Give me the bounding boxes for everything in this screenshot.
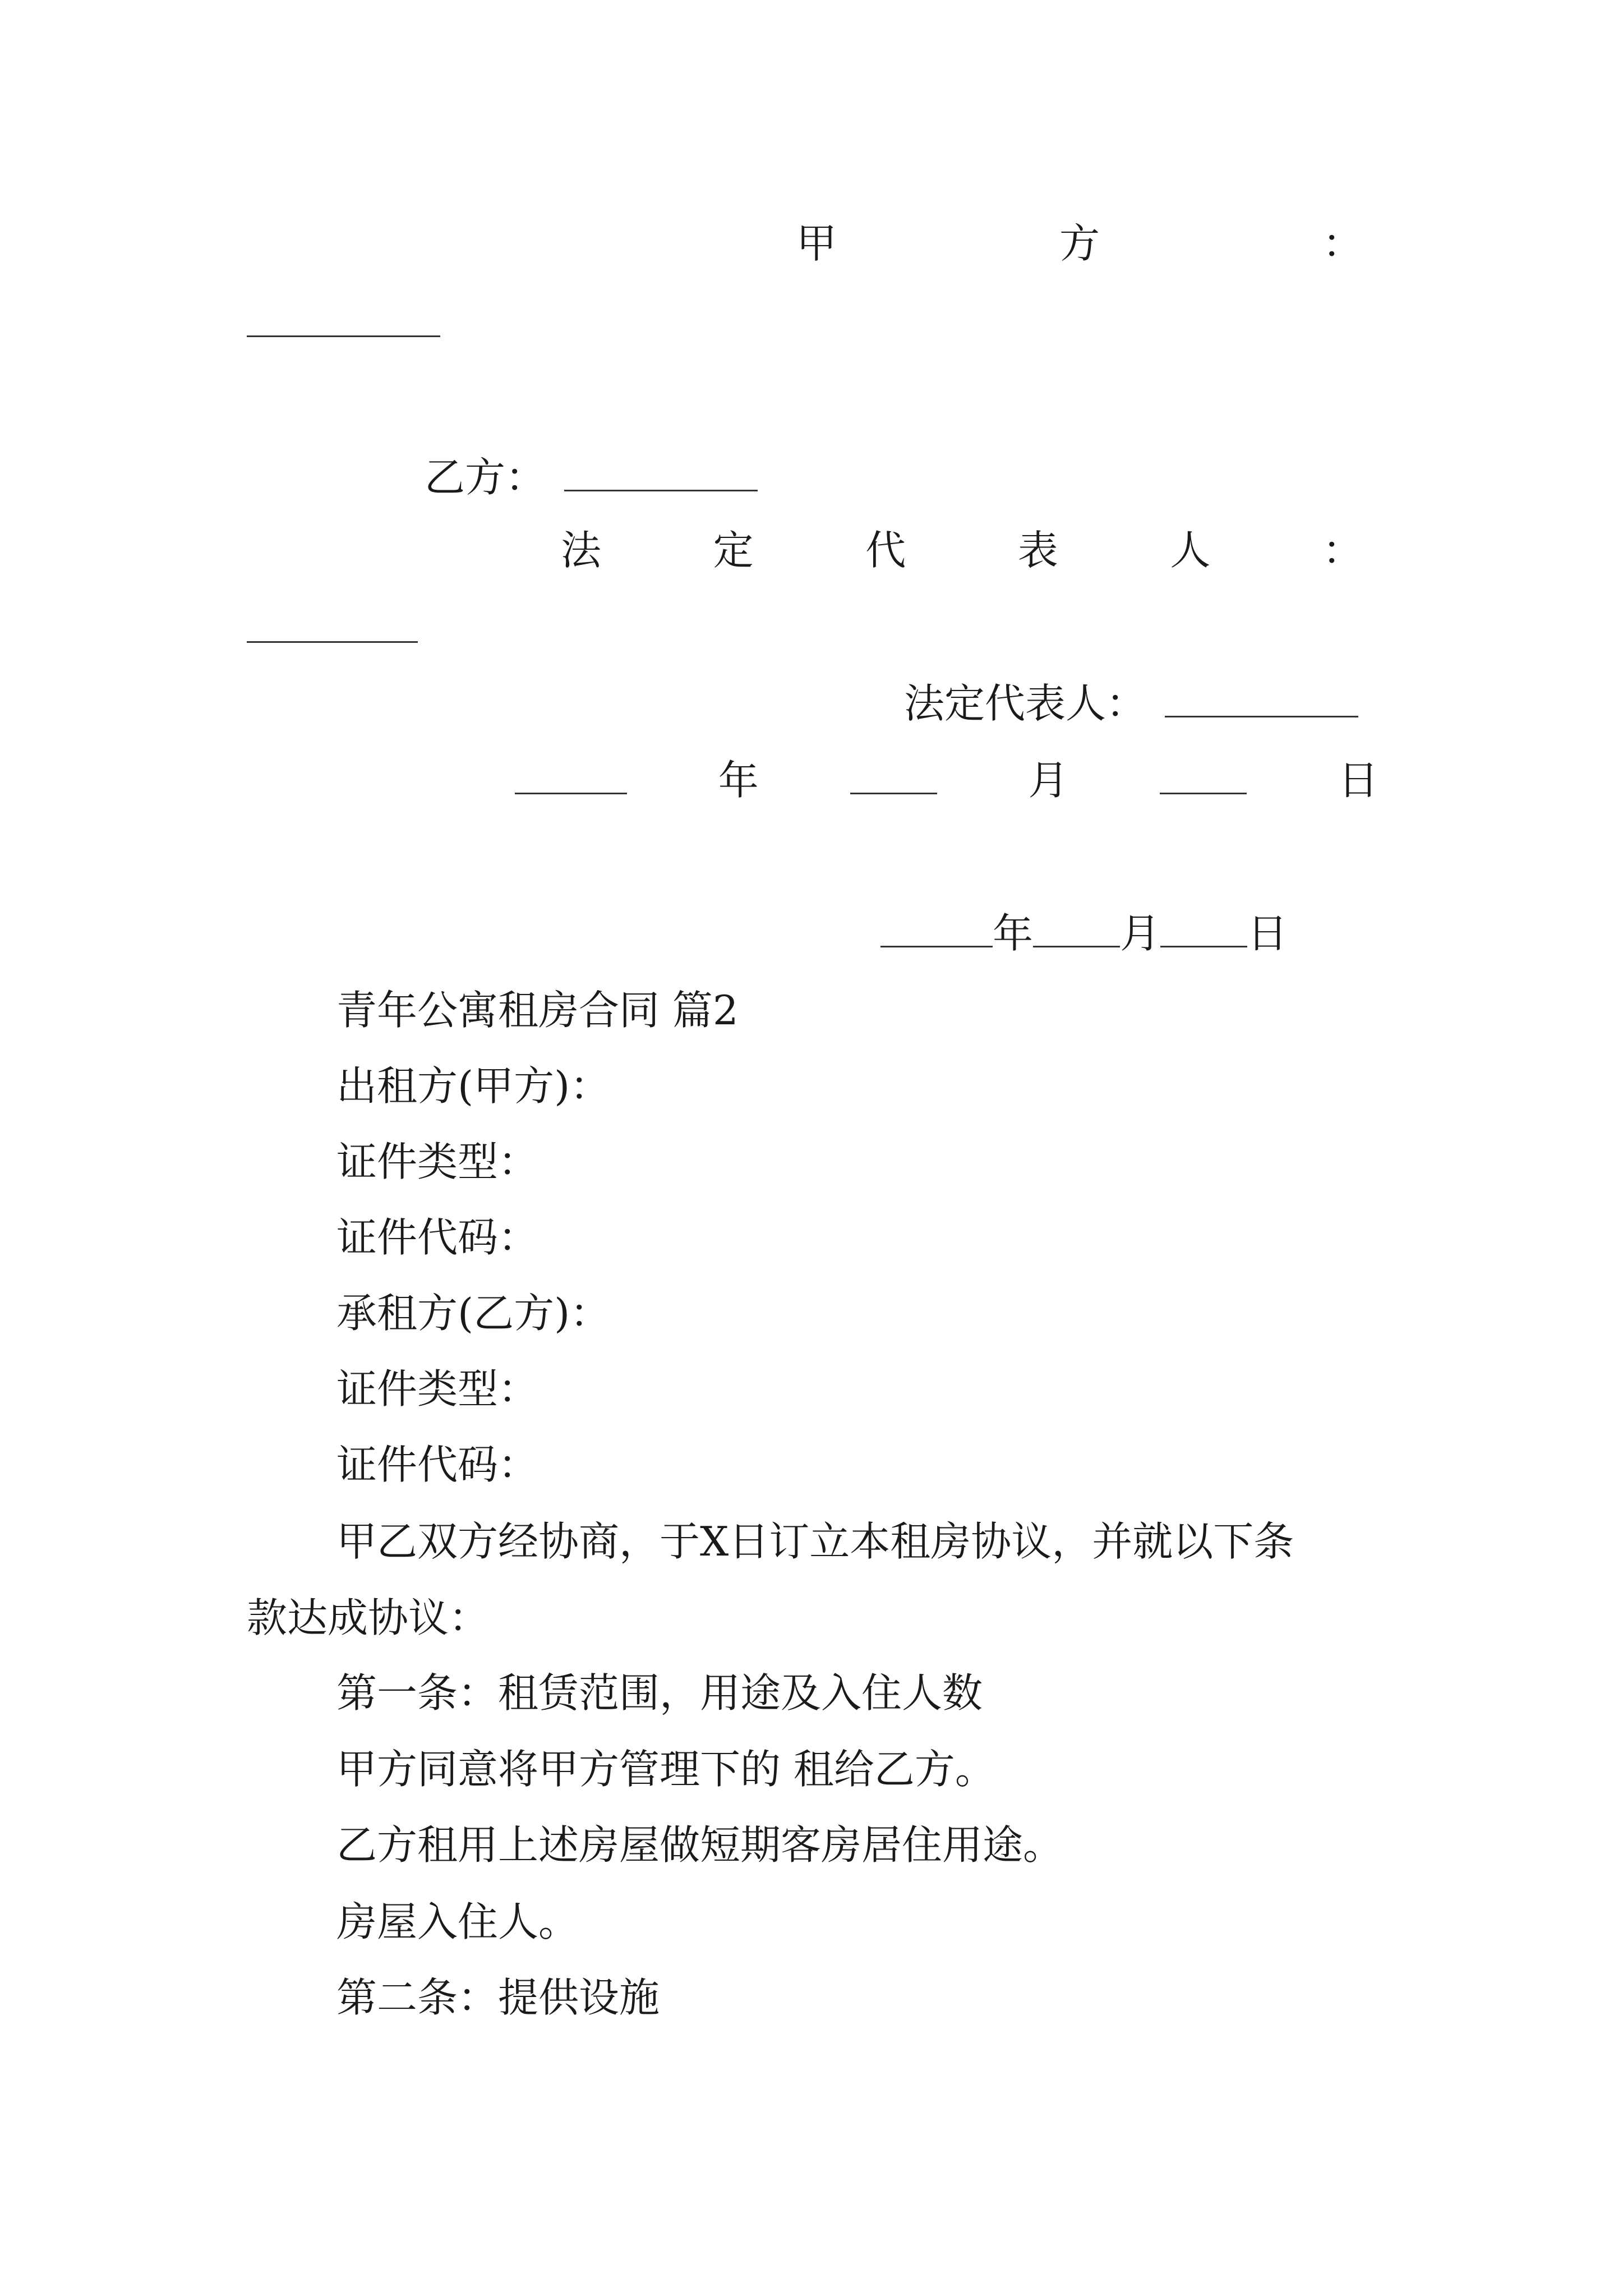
lessee-id-type: 证件类型： xyxy=(336,1365,539,1412)
lessee-id-code: 证件代码： xyxy=(336,1441,539,1488)
article2-title: 第二条：提供设施 xyxy=(336,1974,660,2021)
legal-rep-char: 法 xyxy=(561,527,602,574)
article1-para2: 乙方租用上述房屋做短期客房居住用途。 xyxy=(336,1821,1064,1869)
month-blank[interactable] xyxy=(850,761,937,794)
article1-para3: 房屋入住人。 xyxy=(336,1898,579,1945)
month-char-2: 月 xyxy=(1120,910,1161,957)
legal-rep-blank[interactable] xyxy=(247,641,418,643)
year-blank-2[interactable] xyxy=(880,914,993,947)
intro-paragraph-line1: 甲乙双方经协商，于X日订立本租房协议，并就以下条 xyxy=(336,1518,1294,1565)
article1-para1: 甲方同意将甲方管理下的 租给乙方。 xyxy=(336,1746,995,1793)
legal-rep-line-2 xyxy=(904,680,1358,727)
day-char-2: 日 xyxy=(1247,910,1288,957)
day-char: 日 xyxy=(1338,757,1378,804)
party-a-char: 甲 xyxy=(796,220,837,267)
date-line-2 xyxy=(880,910,1288,957)
party-a-char: 方 xyxy=(1059,220,1100,267)
party-a-char: ： xyxy=(1322,220,1363,267)
lessor-id-code: 证件代码： xyxy=(336,1214,539,1261)
year-char: 年 xyxy=(718,757,759,804)
article1-title: 第一条：租赁范围，用途及入住人数 xyxy=(336,1669,983,1717)
day-blank-2[interactable] xyxy=(1160,914,1247,947)
date-line xyxy=(515,757,1378,804)
party-b-blank[interactable] xyxy=(564,458,758,491)
party-a-line xyxy=(796,220,1363,267)
month-char: 月 xyxy=(1028,757,1069,804)
legal-rep-char: 表 xyxy=(1017,527,1058,574)
legal-rep-blank-2[interactable] xyxy=(1165,684,1358,717)
legal-rep-line xyxy=(561,527,1363,574)
legal-rep-char: 定 xyxy=(713,527,754,574)
year-char-2: 年 xyxy=(993,910,1034,957)
intro-paragraph-line2: 款达成协议： xyxy=(247,1594,490,1641)
lessor-line: 出租方(甲方)： xyxy=(336,1062,611,1110)
party-a-blank[interactable] xyxy=(247,335,440,337)
legal-rep-label: 法定代表人： xyxy=(904,680,1147,727)
party-b-line xyxy=(425,454,758,501)
day-blank[interactable] xyxy=(1160,761,1247,794)
year-blank[interactable] xyxy=(515,761,627,794)
legal-rep-char: 代 xyxy=(865,527,906,574)
section-heading: 青年公寓租房合同 篇2 xyxy=(336,987,739,1034)
legal-rep-char: 人 xyxy=(1170,527,1211,574)
party-b-label: 乙方： xyxy=(425,454,546,501)
lessor-id-type: 证件类型： xyxy=(336,1138,539,1185)
lessee-line: 承租方(乙方)： xyxy=(336,1290,611,1337)
month-blank-2[interactable] xyxy=(1033,914,1120,947)
legal-rep-char: ： xyxy=(1322,527,1363,574)
